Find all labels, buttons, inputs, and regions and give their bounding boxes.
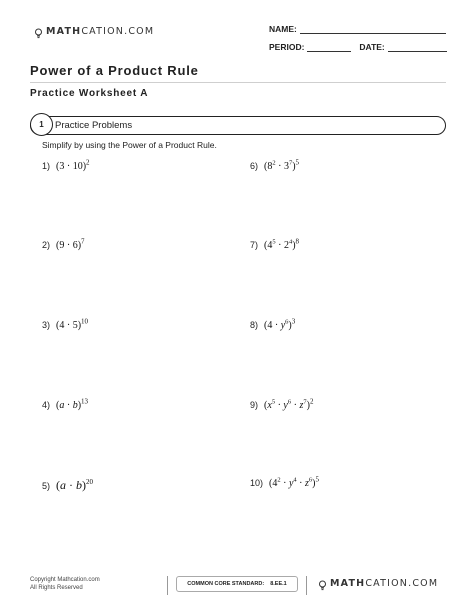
problem-4 [42, 397, 89, 411]
problem-10 [250, 475, 319, 489]
problem-expression: $(4 \cdot y^6)^3$ [264, 317, 296, 331]
section-header [30, 116, 446, 135]
problem-6 [250, 158, 300, 172]
footer-divider-left [167, 576, 168, 595]
name-line[interactable] [300, 25, 446, 34]
problem-expression: $(a \cdot b)^{13}$ [56, 397, 89, 411]
problem-number: 3) [42, 320, 51, 330]
problem-expression: $(4^2 \cdot y^4 \cdot z^6)^5$ [269, 475, 319, 489]
problem-7 [250, 237, 300, 251]
period-line[interactable] [307, 43, 351, 52]
section-label: Practice Problems [55, 119, 133, 131]
problem-expression: $(9 \cdot 6)^7$ [56, 237, 85, 251]
problem-number: 7) [250, 240, 259, 250]
problem-8 [250, 317, 296, 331]
problem-number: 5) [42, 481, 51, 491]
problem-expression: $(3 \cdot 10)^2$ [56, 158, 90, 172]
date-line[interactable] [388, 43, 447, 52]
lightbulb-icon [318, 578, 327, 589]
problem-number: 1) [42, 161, 51, 171]
brand-logo [34, 26, 154, 37]
problem-expression: $(4 \cdot 5)^{10}$ [56, 317, 89, 331]
instructions: Simplify by using the Power of a Product Rule. [42, 140, 217, 150]
problem-2 [42, 237, 85, 251]
problem-number: 8) [250, 320, 259, 330]
problem-3 [42, 317, 89, 331]
problem-number: 2) [42, 240, 51, 250]
period-date-row [269, 34, 447, 52]
standard-value: 8.EE.1 [270, 581, 287, 587]
copyright: Copyright Mathcation.com All Rights Reserved [30, 577, 100, 591]
period-label: PERIOD: [269, 42, 305, 52]
problem-expression: $(a \cdot b)^{20}$ [56, 478, 94, 492]
brand-text: MATHCATION.COM [330, 578, 439, 589]
standard-label: COMMON CORE STANDARD: [187, 581, 265, 587]
worksheet-title: Power of a Product Rule [30, 63, 199, 78]
name-label: NAME: [269, 24, 297, 34]
title-divider [30, 82, 446, 83]
problem-number: 6) [250, 161, 259, 171]
footer-brand-logo [318, 578, 438, 589]
worksheet-subtitle: Practice Worksheet A [30, 88, 149, 99]
student-info-fields [269, 16, 447, 52]
problem-expression: $(4^5 \cdot 2^4)^8$ [264, 237, 300, 251]
problem-number: 9) [250, 400, 259, 410]
section-number-badge: 1 [30, 113, 53, 136]
problem-number: 4) [42, 400, 51, 410]
footer-divider-right [306, 576, 307, 595]
problem-1 [42, 158, 90, 172]
problem-9 [250, 397, 314, 411]
problem-expression: $(8^2 \cdot 3^7)^5$ [264, 158, 300, 172]
problem-number: 10) [250, 478, 264, 488]
problem-expression: $(x^5 \cdot y^6 \cdot z^7)^2$ [264, 397, 314, 411]
date-label: DATE: [359, 42, 385, 52]
name-row [269, 16, 447, 34]
lightbulb-icon [34, 26, 43, 37]
problem-5 [42, 478, 93, 493]
brand-text: MATHCATION.COM [46, 26, 155, 37]
common-core-standard-badge [176, 576, 298, 592]
